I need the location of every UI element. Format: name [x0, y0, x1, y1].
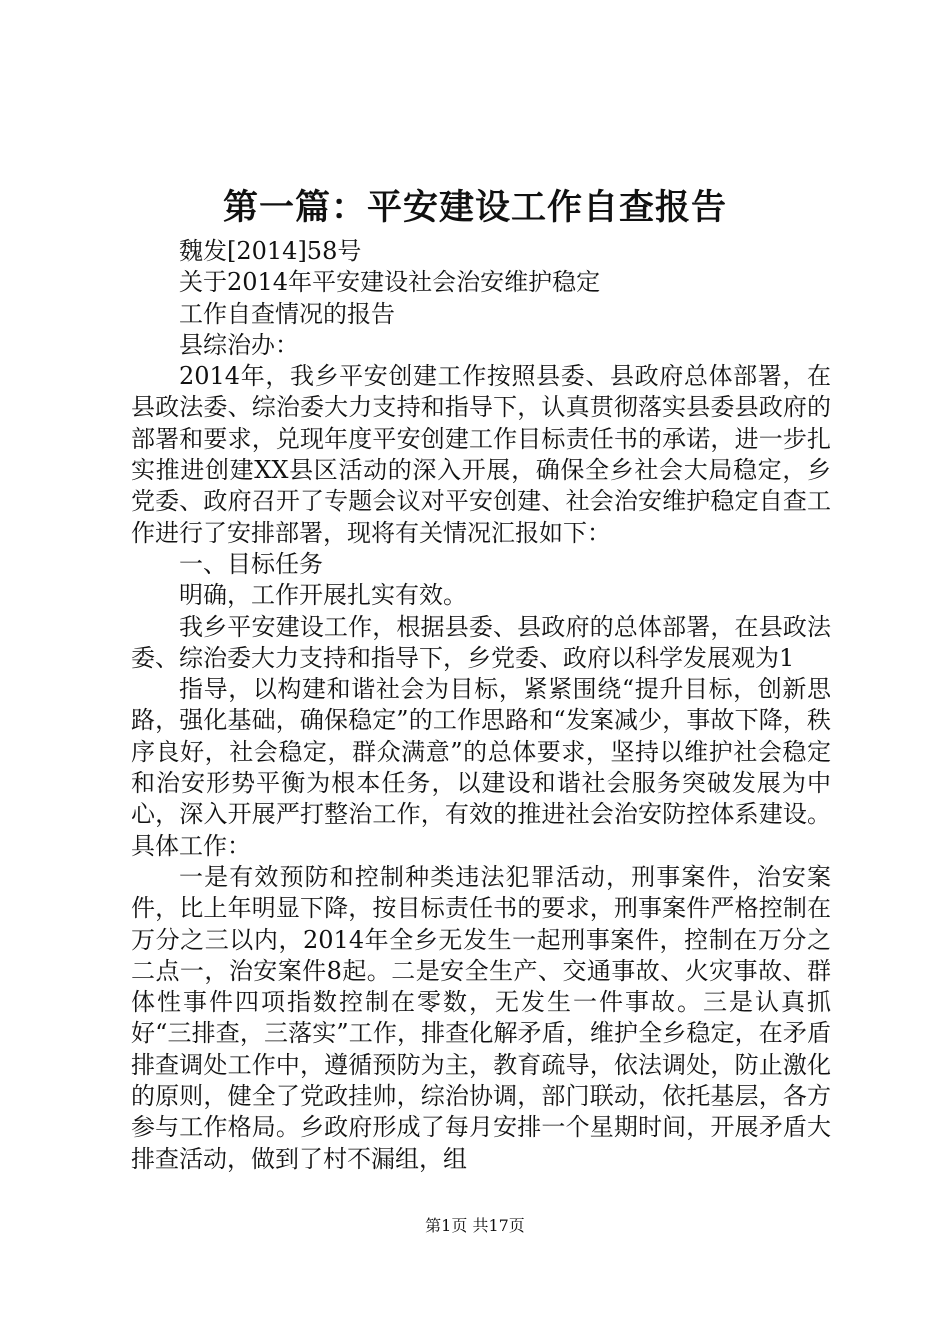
paragraph-goals-summary: 明确，工作开展扎实有效。	[179, 581, 467, 610]
paragraph-intro: 2014年，我乡平安创建工作按照县委、县政府总体部署，在县政法委、综治委大力支持和指导下，认真贯彻落实县委县政府的部署和要求，兑现年度平安创建工作目标责任书的承诺，进一步扎实推进创建XX县区活动的深入开展，确保全乡社会大局稳定，乡党委、政府召开了专题会议对平安创建、社会治安维护稳定自查工作进行了安排部署，现将有关情况汇报如下：	[131, 362, 831, 547]
section-heading-goals: 一、目标任务	[179, 549, 323, 578]
paragraph-specific-work: 一是有效预防和控制种类违法犯罪活动，刑事案件，治安案件，比上年明显下降，按目标责任书的要求，刑事案件严格控制在万分之三以内，2014年全乡无发生一起刑事案件，控制在万分之二点一，治安案件8起。二是安全生产、交通事故、火灾事故、群体性事件四项指数控制在零数，无发生一件事故。三是认真抓好“三排查，三落实”工作，排查化解矛盾，维护全乡稳定，在矛盾排查调处工作中，遵循预防为主，教育疏导，依法调处，防止激化的原则，健全了党政挂帅，综治协调，部门联动，依托基层，各方参与工作格局。乡政府形成了每月安排一个星期时间，开展矛盾大排查活动，做到了村不漏组，组	[131, 862, 831, 1173]
paragraph-guiding-principles: 指导，以构建和谐社会为目标，紧紧围绕“提升目标，创新思路，强化基础，确保稳定”的工作思路和“发案减少，事故下降，秩序良好，社会稳定，群众满意”的总体要求，坚持以维护社会稳定和治安形势平衡为根本任务，以建设和谐社会服务突破发展为中心，深入开展严打整治工作，有效的推进社会治安防控体系建设。具体工作：	[131, 675, 831, 860]
page-footer: 第1页 共17页	[425, 1216, 525, 1235]
doc-number: 魏发[2014]58号	[179, 237, 362, 265]
report-subject-line-1: 关于2014年平安建设社会治安维护稳定	[179, 268, 601, 297]
document-body	[131, 236, 831, 1175]
paragraph-work-overview: 我乡平安建设工作，根据县委、县政府的总体部署，在县政法委、综治委大力支持和指导下，乡党委、政府以科学发展观为1	[131, 612, 831, 672]
addressee: 县综治办：	[179, 330, 299, 359]
page-title: 第一篇：平安建设工作自查报告	[222, 187, 727, 228]
report-subject-line-2: 工作自查情况的报告	[179, 299, 395, 328]
